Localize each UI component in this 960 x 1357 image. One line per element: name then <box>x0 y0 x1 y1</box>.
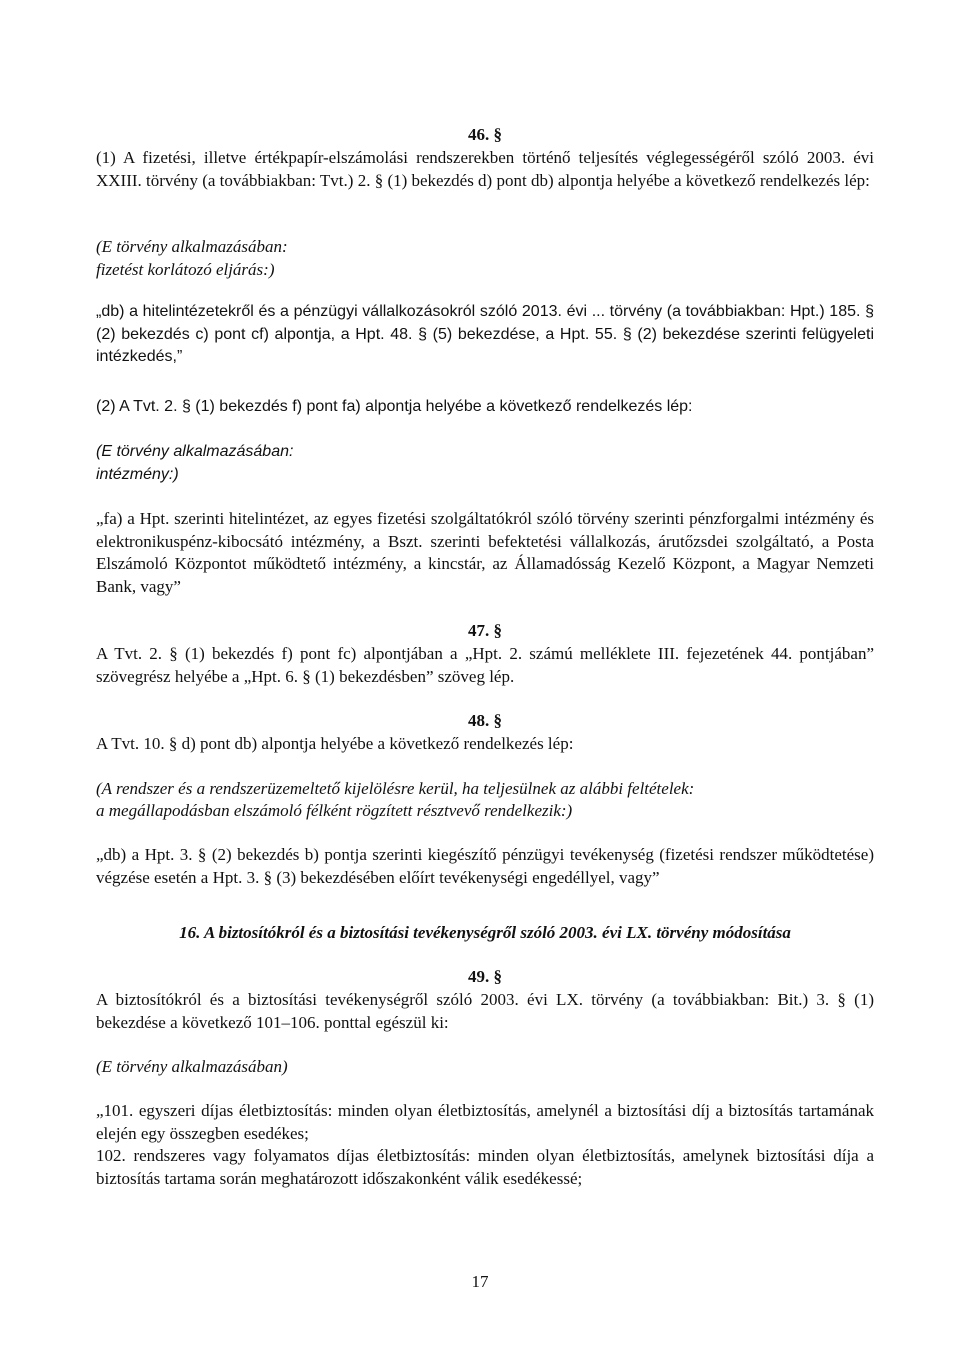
context-line: (A rendszer és a rendszerüzemeltető kijelölésre kerül, ha teljesülnek az alábbi feltételek: <box>96 779 695 798</box>
section-46-paragraph-1: (1) A fizetési, illetve értékpapír-elszámolási rendszerekben történő teljesítés véglegességéről szóló 2003. évi XXIII. törvény (a továbbiakban: Tvt.) 2. § (1) bekezdés d) pont db) alpontja helyébe a következő rendelkezés lép: <box>96 148 874 190</box>
section-48-paragraph: A Tvt. 10. § d) pont db) alpontja helyébe a következő rendelkezés lép: <box>96 734 574 753</box>
section-46-title: 46. § <box>468 125 502 144</box>
chapter-heading: 16. A biztosítókról és a biztosítási tevékenységről szóló 2003. évi LX. törvény módosítása <box>179 923 791 942</box>
section-48-title: 48. § <box>468 711 502 730</box>
context-line: (E törvény alkalmazásában: <box>96 237 288 256</box>
section-49-title: 49. § <box>468 967 502 986</box>
context-line: fizetést korlátozó eljárás:) <box>96 260 275 279</box>
context-line: (E törvény alkalmazásában: <box>96 443 294 460</box>
definition-item-101: „101. egyszeri díjas életbiztosítás: minden olyan életbiztosítás, amelynél a biztosítási díj a biztosítás tartamának elején egy összegben esedékes; <box>96 1101 874 1143</box>
context-line: a megállapodásban elszámoló félként rögzített résztvevő rendelkezik:) <box>96 801 573 820</box>
section-47-title: 47. § <box>468 621 502 640</box>
section-49-paragraph: A biztosítókról és a biztosítási tevékenységről szóló 2003. évi LX. törvény (a továbbiakban: Bit.) 3. § (1) bekezdése a következő 101–106. ponttal egészül ki: <box>96 990 874 1032</box>
definition-item-102: 102. rendszeres vagy folyamatos díjas életbiztosítás: minden olyan életbiztosítás, amelynek biztosítási díja a biztosítás tartama során meghatározott időszakonként válik esedékessé; <box>96 1146 874 1188</box>
quoted-provision: „db) a Hpt. 3. § (2) bekezdés b) pontja szerinti kiegészítő pénzügyi tevékenység (fizetési rendszer működtetése) végzése esetén a Hpt. 3. § (3) bekezdésében előírt tevékenységi engedéllyel, vagy” <box>96 845 874 887</box>
section-46-paragraph-2: (2) A Tvt. 2. § (1) bekezdés f) pont fa) alpontja helyébe a következő rendelkezés lép: <box>96 398 693 415</box>
section-47-paragraph: A Tvt. 2. § (1) bekezdés f) pont fc) alpontjában a „Hpt. 2. számú melléklete III. fejezetének 44. pontjában” szövegrész helyébe a „Hpt. 6. § (1) bekezdésben” szöveg lép. <box>96 644 874 686</box>
quoted-provision: „db) a hitelintézetekről és a pénzügyi vállalkozásokról szóló 2013. évi ... törvény (a továbbiakban: Hpt.) 185. § (2) bekezdés c) pont cf) alpontja, a Hpt. 48. § (5) bekezdése, a Hpt. 55. § (2) bekezdése szerinti felügyeleti intézkedés,” <box>96 303 874 365</box>
context-line: (E törvény alkalmazásában) <box>96 1057 288 1076</box>
quoted-provision: „fa) a Hpt. szerinti hitelintézet, az egyes fizetési szolgáltatókról szóló törvény szerinti pénzforgalmi intézmény és elektronikuspénz-kibocsátó intézmény, a Bszt. szerinti befektetési vállalkozás, árutőzsdei szolgáltató, a Posta Elszámoló Központot működtető intézmény, a kincstár, az Államadósság Kezelő Központ, a Magyar Nemzeti Bank, vagy” <box>96 509 874 596</box>
context-line: intézmény:) <box>96 466 179 483</box>
page-number: 17 <box>471 1272 489 1291</box>
